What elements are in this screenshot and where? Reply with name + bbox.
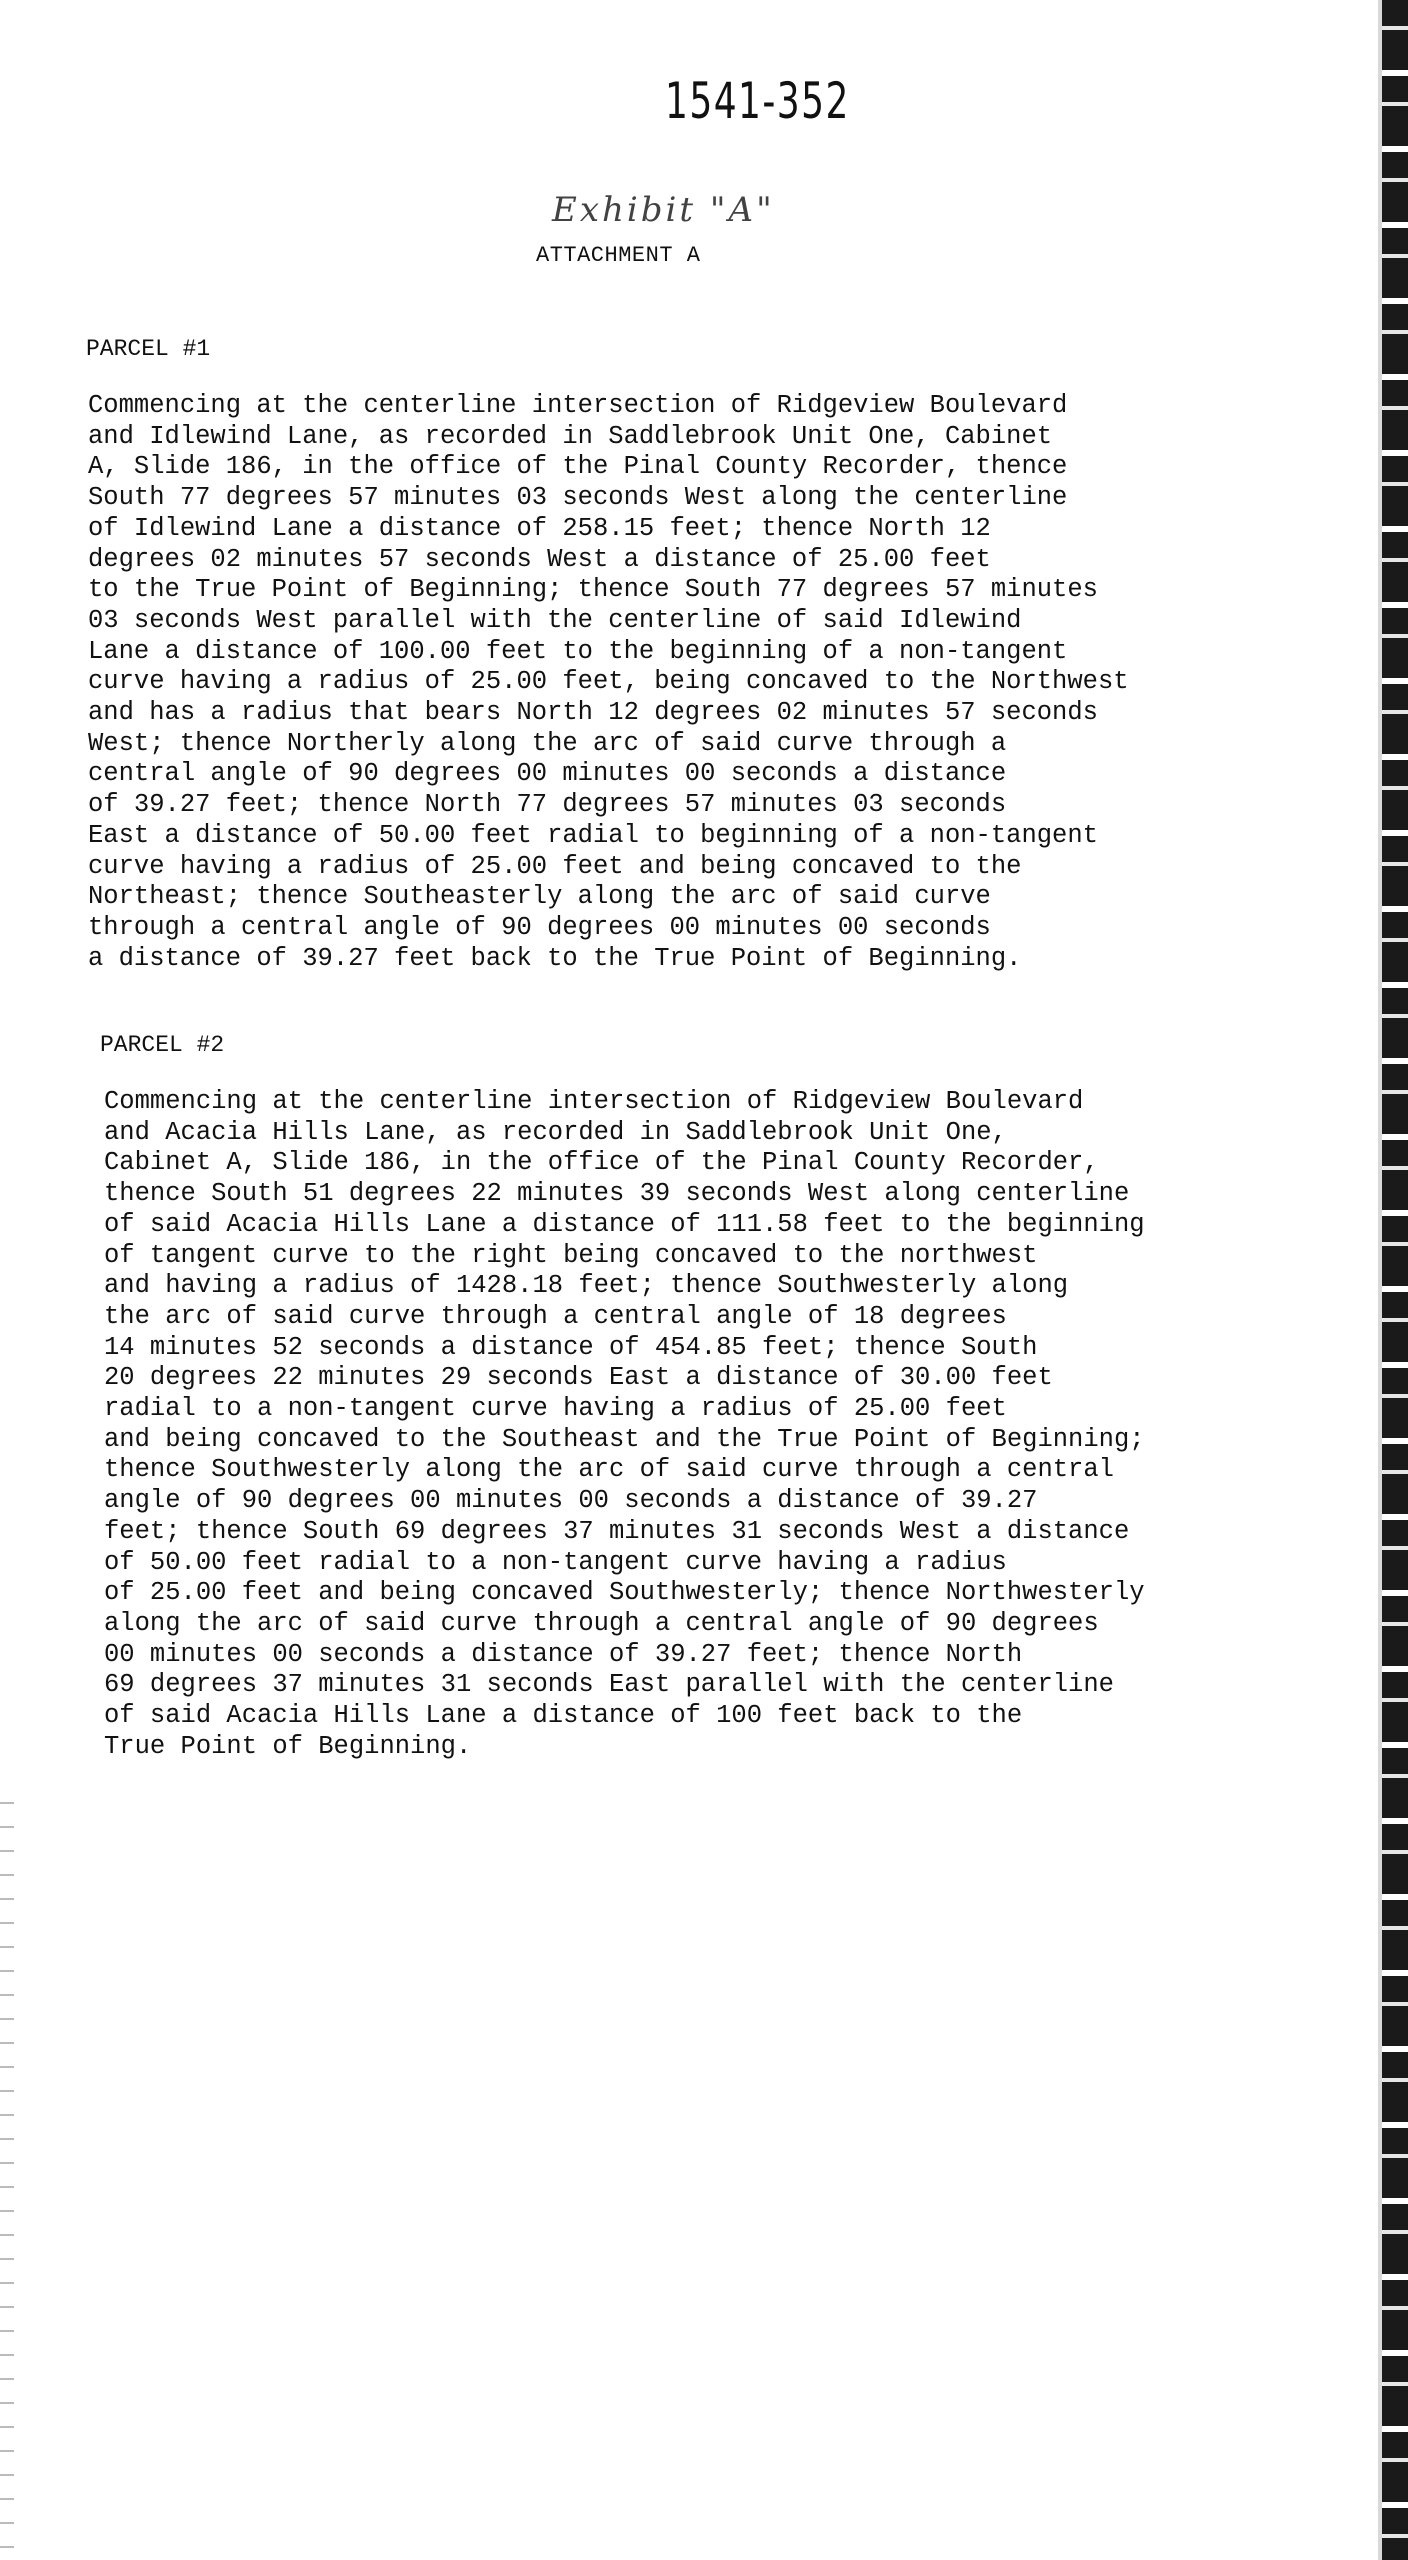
- description-line: feet; thence South 69 degrees 37 minutes 31 seconds West a distance: [104, 1516, 1130, 1546]
- description-line: the arc of said curve through a central angle of 18 degrees: [104, 1301, 1007, 1331]
- description-line: 03 seconds West parallel with the centerline of said Idlewind: [88, 605, 1022, 635]
- description-line: A, Slide 186, in the office of the Pinal County Recorder, thence: [88, 452, 1068, 482]
- description-line: and Acacia Hills Lane, as recorded in Saddlebrook Unit One,: [104, 1117, 1007, 1147]
- description-line: 14 minutes 52 seconds a distance of 454.85 feet; thence South: [104, 1332, 1038, 1362]
- parcel-1-description: [88, 391, 1129, 974]
- description-line: Commencing at the centerline intersection of Ridgeview Boulevard: [104, 1087, 1084, 1116]
- scan-left-specks: [0, 1780, 14, 2560]
- description-line: South 77 degrees 57 minutes 03 seconds West along the centerline: [88, 483, 1068, 513]
- description-line: a distance of 39.27 feet back to the True Point of Beginning.: [88, 943, 1022, 973]
- description-line: Cabinet A, Slide 186, in the office of the Pinal County Recorder,: [104, 1148, 1099, 1178]
- description-line: Northeast; thence Southeasterly along the arc of said curve: [88, 882, 991, 912]
- exhibit-label: Exhibit "A": [552, 190, 775, 230]
- description-line: and having a radius of 1428.18 feet; thence Southwesterly along: [104, 1271, 1069, 1301]
- description-line: through a central angle of 90 degrees 00 minutes 00 seconds: [88, 912, 991, 942]
- description-line: of 39.27 feet; thence North 77 degrees 57 minutes 03 seconds: [88, 790, 1007, 820]
- description-line: and has a radius that bears North 12 degrees 02 minutes 57 seconds: [88, 698, 1098, 728]
- scan-edge-artifact: [1382, 0, 1408, 2560]
- description-line: East a distance of 50.00 feet radial to beginning of a non-tangent: [88, 820, 1098, 850]
- description-line: 00 minutes 00 seconds a distance of 39.27 feet; thence North: [104, 1639, 1023, 1669]
- description-line: radial to a non-tangent curve having a radius of 25.00 feet: [104, 1394, 1007, 1424]
- description-line: of 50.00 feet radial to a non-tangent curve having a radius: [104, 1547, 1007, 1577]
- description-line: 20 degrees 22 minutes 29 seconds East a distance of 30.00 feet: [104, 1363, 1053, 1393]
- parcel-2-description: [104, 1087, 1145, 1762]
- description-line: of tangent curve to the right being concaved to the northwest: [104, 1240, 1038, 1270]
- description-line: curve having a radius of 25.00 feet and being concaved to the: [88, 851, 1022, 881]
- description-line: Lane a distance of 100.00 feet to the beginning of a non-tangent: [88, 636, 1068, 666]
- description-line: curve having a radius of 25.00 feet, being concaved to the Northwest: [88, 667, 1129, 697]
- document-number: 1541-352: [665, 72, 850, 130]
- description-line: West; thence Northerly along the arc of said curve through a: [88, 728, 1007, 758]
- description-line: thence Southwesterly along the arc of said curve through a central: [104, 1455, 1114, 1485]
- description-line: of said Acacia Hills Lane a distance of 100 feet back to the: [104, 1701, 1023, 1731]
- scan-edge-shadow: [1378, 0, 1382, 2560]
- description-line: 69 degrees 37 minutes 31 seconds East parallel with the centerline: [104, 1670, 1114, 1700]
- attachment-title: ATTACHMENT A: [536, 243, 701, 268]
- description-line: and being concaved to the Southeast and the True Point of Beginning;: [104, 1424, 1145, 1454]
- description-line: of Idlewind Lane a distance of 258.15 feet; thence North 12: [88, 513, 991, 543]
- description-line: thence South 51 degrees 22 minutes 39 seconds West along centerline: [104, 1179, 1130, 1209]
- description-line: along the arc of said curve through a central angle of 90 degrees: [104, 1608, 1099, 1638]
- description-line: angle of 90 degrees 00 minutes 00 seconds a distance of 39.27: [104, 1486, 1038, 1516]
- description-line: to the True Point of Beginning; thence South 77 degrees 57 minutes: [88, 575, 1098, 605]
- description-line: True Point of Beginning.: [104, 1731, 472, 1761]
- description-line: of 25.00 feet and being concaved Southwesterly; thence Northwesterly: [104, 1578, 1145, 1608]
- description-line: Commencing at the centerline intersection of Ridgeview Boulevard: [88, 391, 1068, 420]
- parcel-1-heading: PARCEL #1: [86, 336, 211, 362]
- description-line: degrees 02 minutes 57 seconds West a distance of 25.00 feet: [88, 544, 991, 574]
- description-line: central angle of 90 degrees 00 minutes 00 seconds a distance: [88, 759, 1007, 789]
- description-line: and Idlewind Lane, as recorded in Saddlebrook Unit One, Cabinet: [88, 421, 1053, 451]
- description-line: of said Acacia Hills Lane a distance of 111.58 feet to the beginning: [104, 1209, 1145, 1239]
- parcel-2-heading: PARCEL #2: [100, 1032, 225, 1058]
